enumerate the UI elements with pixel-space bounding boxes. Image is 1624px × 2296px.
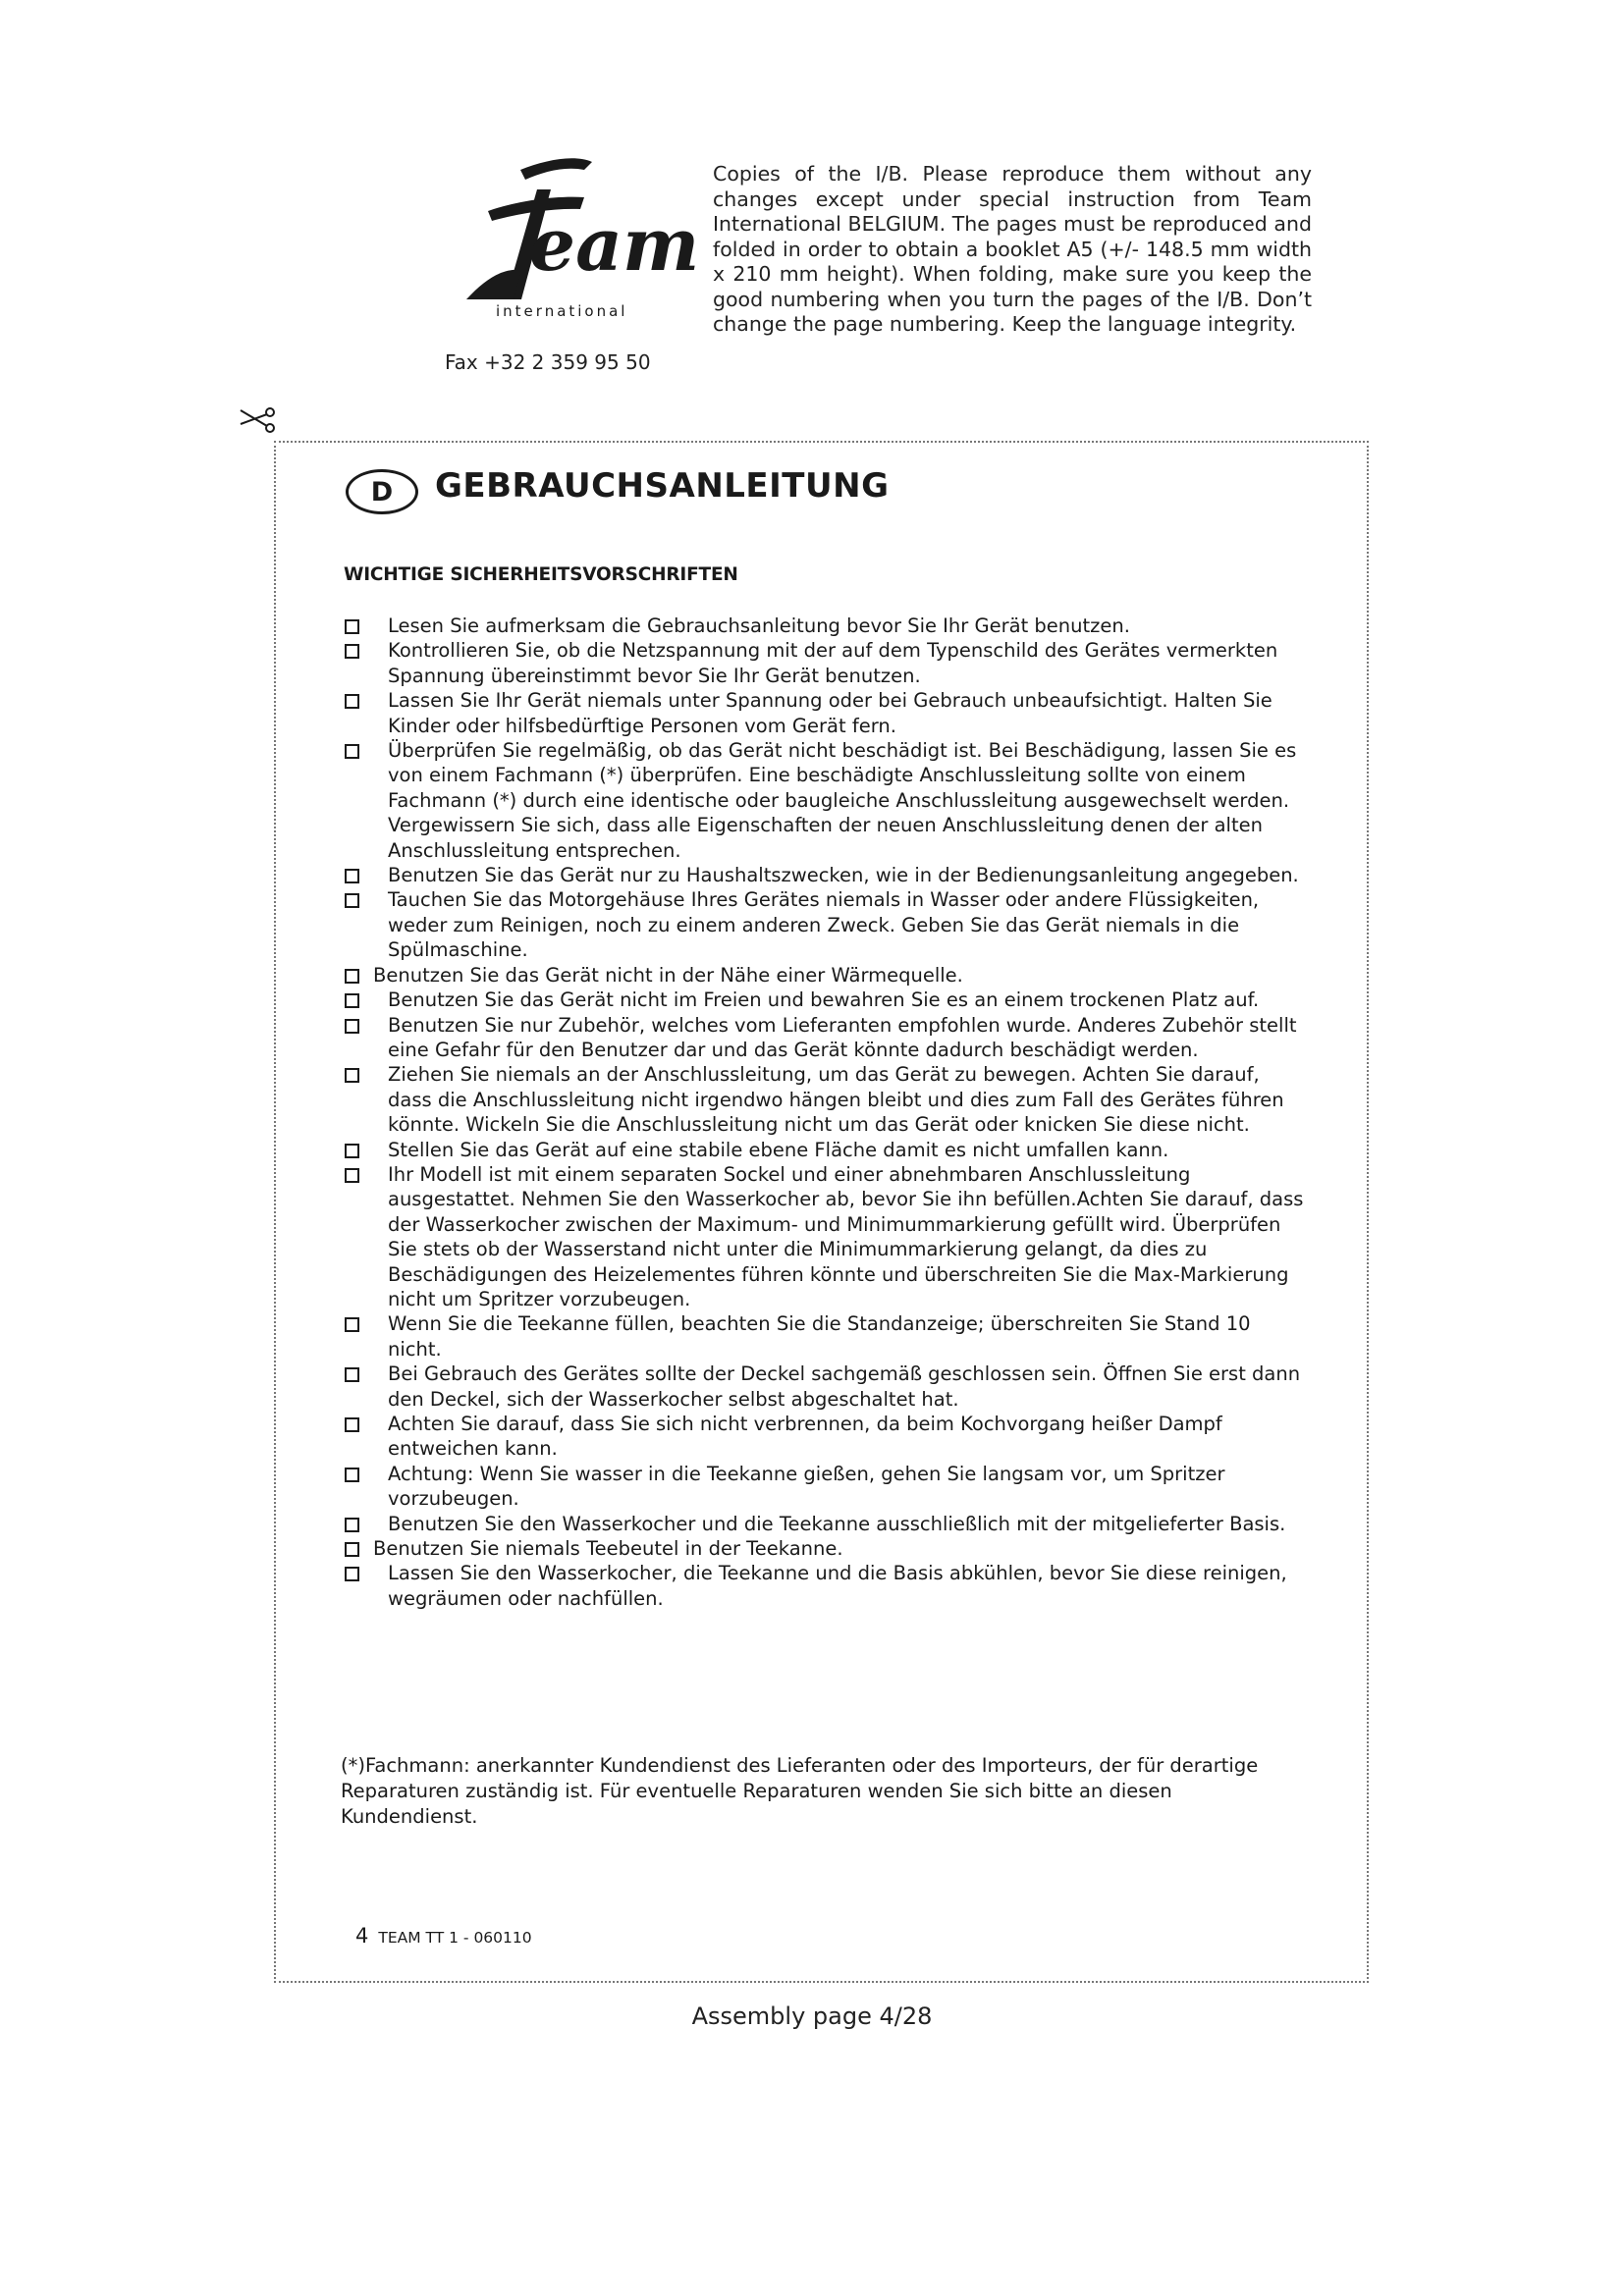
rule-text: Überprüfen Sie regelmäßig, ob das Gerät nicht beschädigt ist. Bei Beschädigung, lassen Sie es von einem Fachmann (*) überprüfen. Eine beschädigte Anschlussleitung sollte von einem Fachmann (*) durch eine identische oder baugleiche Anschlussleitung ausgewechselt werden. Vergewissern Sie sich, dass alle Eigenschaften der neuen Anschlussleitung denen der alten Anschlussleitung entsprechen.: [388, 739, 1297, 862]
checkbox-icon: [345, 1417, 359, 1432]
checkbox-icon: [345, 1567, 359, 1581]
page-title: GEBRAUCHSANLEITUNG: [435, 466, 890, 506]
rule-text: Lesen Sie aufmerksam die Gebrauchsanleitung bevor Sie Ihr Gerät benutzen.: [388, 614, 1130, 637]
rule-text: Kontrollieren Sie, ob die Netzspannung mit der auf dem Typenschild des Gerätes vermerkten Spannung übereinstimmt bevor Sie Ihr Gerät benutzen.: [388, 639, 1278, 687]
list-item: [344, 1013, 1306, 1063]
rule-text: Lassen Sie Ihr Gerät niemals unter Spannung oder bei Gebrauch unbeaufsichtigt. Halten Sie Kinder oder hilfsbedürftige Personen vom Gerät fern.: [388, 689, 1272, 737]
page-footer: [355, 1924, 532, 1948]
list-item: [344, 1462, 1306, 1512]
rule-text: Ziehen Sie niemals an der Anschlussleitung, um das Gerät zu bewegen. Achten Sie darauf, dass die Anschlussleitung nicht irgendwo hängen bleibt und dies zum Fall des Gerätes führen könnte. Wickeln Sie die Anschlussleitung nicht um das Gerät oder knicken Sie diese nicht.: [388, 1063, 1284, 1137]
language-badge: D: [346, 469, 418, 514]
list-item: [344, 738, 1306, 863]
list-item: [344, 688, 1306, 738]
rule-text: Benutzen Sie das Gerät nicht im Freien und bewahren Sie es an einem trockenen Platz auf.: [388, 988, 1260, 1012]
rule-text: Benutzen Sie nur Zubehör, welches vom Lieferanten empfohlen wurde. Anderes Zubehör stellt eine Gefahr für den Benutzer dar und das Gerät könnte dadurch beschädigt werden.: [388, 1013, 1297, 1061]
list-item: [344, 1561, 1306, 1611]
rule-text: Benutzen Sie das Gerät nur zu Haushaltszwecken, wie in der Bedienungsanleitung angegeben.: [388, 864, 1299, 887]
svg-text:eam: eam: [529, 203, 700, 288]
safety-rules-list: [344, 614, 1306, 1611]
list-item: [344, 1536, 1306, 1561]
footnote: (*)Fachmann: anerkannter Kundendienst des Lieferanten oder des Importeurs, der für derartige Reparaturen zuständig ist. Für eventuelle Reparaturen wenden Sie sich bitte an diesen Kundendienst.: [341, 1754, 1259, 1828]
rule-text: Achten Sie darauf, dass Sie sich nicht verbrennen, da beim Kochvorgang heißer Dampf entweichen kann.: [388, 1413, 1222, 1461]
page-number: 4: [355, 1924, 369, 1948]
rule-text: Ihr Modell ist mit einem separaten Sockel und einer abnehmbaren Anschlussleitung ausgestattet. Nehmen Sie den Wasserkocher ab, bevor Sie ihn befüllen.Achten Sie darauf, dass der Wasserkocher zwischen der Maximum- und Minimummarkierung gefüllt wird. Überprüfen Sie stets ob der Wasserstand nicht unter die Minimummarkierung gelangt, da dies zu Beschädigungen des Heizelementes führen könnte und überschreiten Sie die Max-Markierung nicht um Spritzer vorzubeugen.: [388, 1162, 1304, 1310]
checkbox-icon: [345, 869, 359, 883]
list-item: [344, 1362, 1306, 1412]
list-item: [344, 1162, 1306, 1311]
assembly-page-label: Assembly page 4/28: [691, 2002, 933, 2030]
list-item: [344, 1412, 1306, 1462]
list-item: [344, 614, 1306, 638]
checkbox-icon: [345, 893, 359, 908]
checkbox-icon: [345, 1367, 359, 1382]
rule-text: Benutzen Sie niemals Teebeutel in der Teekanne.: [373, 1537, 843, 1561]
checkbox-icon: [345, 1068, 359, 1083]
reproduction-notice: Copies of the I/B. Please reproduce them without any changes except under special instruction from Team International BELGIUM. The pages must be reproduced and folded in order to obtain a booklet A5 (+/- 148.5 mm width x 210 mm height). When folding, make sure you keep the good numbering when you turn the pages of the I/B. Don’t change the page numbering. Keep the language integrity.: [713, 162, 1312, 336]
rule-text: Tauchen Sie das Motorgehäuse Ihres Gerätes niemals in Wasser oder andere Flüssigkeiten, weder zum Reinigen, noch zu einem anderen Zweck. Geben Sie das Gerät niemals in die Spülmaschine.: [388, 888, 1260, 962]
checkbox-icon: [345, 644, 359, 659]
rule-text: Wenn Sie die Teekanne füllen, beachten Sie die Standanzeige; überschreiten Sie Stand 10 nicht.: [388, 1312, 1251, 1361]
checkbox-icon: [345, 619, 359, 634]
list-item: [344, 638, 1306, 688]
rule-text: Lassen Sie den Wasserkocher, die Teekanne und die Basis abkühlen, bevor Sie diese reinigen, wegräumen oder nachfüllen.: [388, 1562, 1287, 1610]
checkbox-icon: [345, 744, 359, 759]
rule-text: Benutzen Sie den Wasserkocher und die Teekanne ausschließlich mit der mitgelieferter Basis.: [388, 1512, 1286, 1535]
list-item: [344, 887, 1306, 962]
logo-subtext: international: [496, 302, 628, 320]
list-item: [344, 963, 1306, 988]
list-item: [344, 863, 1306, 887]
checkbox-icon: [345, 1168, 359, 1183]
model-code: TEAM TT 1 - 060110: [378, 1929, 532, 1947]
checkbox-icon: [345, 993, 359, 1008]
checkbox-icon: [345, 1518, 359, 1532]
rule-text: Stellen Sie das Gerät auf eine stabile ebene Fläche damit es nicht umfallen kann.: [388, 1138, 1169, 1161]
list-item: [344, 1062, 1306, 1137]
list-item: [344, 988, 1306, 1012]
checkbox-icon: [345, 1019, 359, 1034]
checkbox-icon: [345, 1542, 359, 1557]
checkbox-icon: [345, 694, 359, 709]
team-international-logo: [427, 152, 700, 339]
list-item: [344, 1138, 1306, 1162]
scissors-icon: [238, 406, 277, 436]
list-item: [344, 1512, 1306, 1536]
checkbox-icon: [345, 969, 359, 984]
checkbox-icon: [345, 1317, 359, 1332]
list-item: [344, 1311, 1306, 1362]
fax-number: Fax +32 2 359 95 50: [445, 350, 651, 374]
section-heading: WICHTIGE SICHERHEITSVORSCHRIFTEN: [344, 564, 738, 585]
rule-text: Bei Gebrauch des Gerätes sollte der Deckel sachgemäß geschlossen sein. Öffnen Sie erst dann den Deckel, sich der Wasserkocher selbst abgeschaltet hat.: [388, 1362, 1301, 1411]
rule-text: Achtung: Wenn Sie wasser in die Teekanne gießen, gehen Sie langsam vor, um Spritzer vorzubeugen.: [388, 1462, 1225, 1511]
checkbox-icon: [345, 1468, 359, 1482]
rule-text: Benutzen Sie das Gerät nicht in der Nähe einer Wärmequelle.: [373, 963, 963, 987]
checkbox-icon: [345, 1144, 359, 1158]
